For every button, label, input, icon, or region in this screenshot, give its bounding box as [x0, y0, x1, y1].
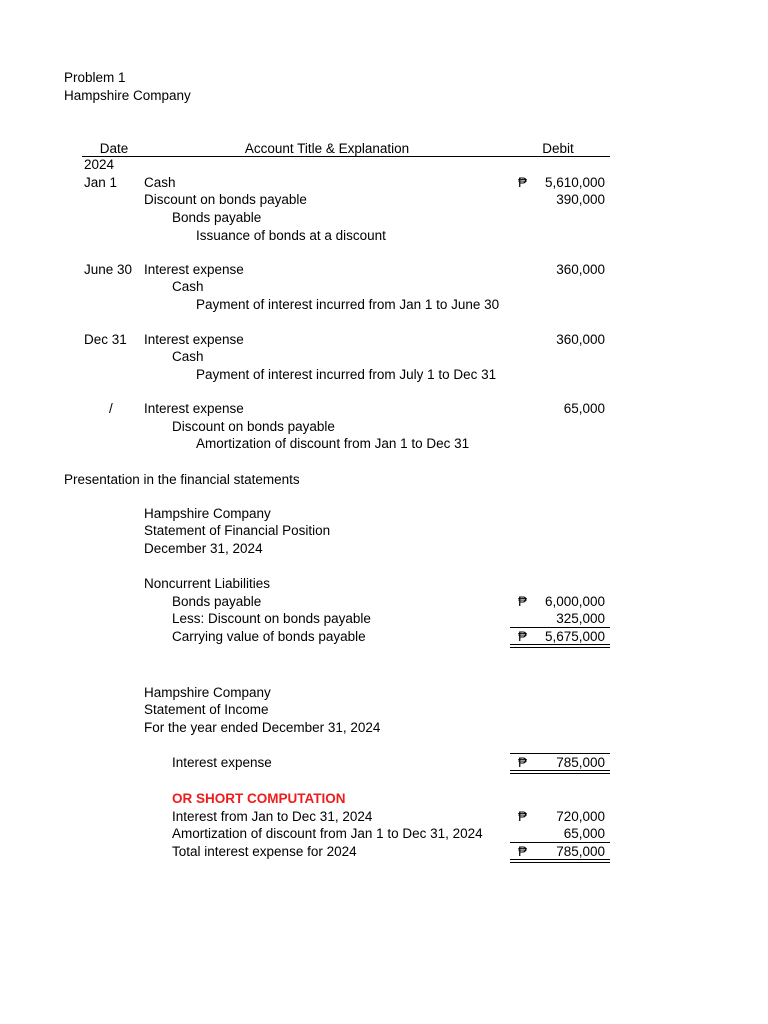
subtotal-rule	[510, 842, 610, 843]
computation-row-label: Amortization of discount from Jan 1 to Dec 31, 2024	[172, 826, 483, 841]
sfp-row-value: 325,000	[556, 611, 605, 626]
debit-amount: 390,000	[556, 192, 605, 207]
peso-sign: ₱	[518, 844, 528, 859]
computation-row-label: Interest from Jan to Dec 31, 2024	[172, 809, 373, 824]
peso-sign: ₱	[518, 594, 528, 609]
debit-amount: 5,610,000	[544, 175, 605, 190]
sfp-row-value: 6,000,000	[544, 594, 605, 609]
income-company: Hampshire Company	[144, 685, 271, 700]
explanation-line: Issuance of bonds at a discount	[196, 228, 386, 243]
total-double-rule	[510, 770, 610, 774]
account-line: Bonds payable	[172, 210, 262, 225]
entry-date: Jan 1	[84, 175, 118, 190]
sfp-section-label: Noncurrent Liabilities	[144, 576, 271, 591]
total-double-rule	[510, 644, 610, 648]
account-column-header: Account Title & Explanation	[244, 141, 410, 156]
sfp-statement-title: Statement of Financial Position	[144, 523, 331, 538]
explanation-line: Payment of interest incurred from July 1 to Dec 31	[196, 367, 497, 382]
interest-expense-value: 785,000	[556, 755, 605, 770]
account-line: Cash	[172, 349, 204, 364]
account-line: Interest expense	[144, 401, 244, 416]
computation-row-value: 720,000	[556, 809, 605, 824]
debit-amount: 360,000	[556, 262, 605, 277]
interest-expense-label: Interest expense	[172, 755, 272, 770]
account-line: Discount on bonds payable	[172, 419, 335, 434]
peso-sign: ₱	[518, 755, 528, 770]
explanation-line: Payment of interest incurred from Jan 1 to June 30	[196, 297, 500, 312]
subtotal-rule	[510, 627, 610, 628]
problem-label: Problem 1	[64, 70, 126, 85]
account-line: Cash	[172, 279, 204, 294]
short-computation-title: OR SHORT COMPUTATION	[172, 791, 346, 806]
total-top-rule	[510, 753, 610, 754]
sfp-date: December 31, 2024	[144, 541, 263, 556]
peso-sign: ₱	[518, 809, 528, 824]
header-rule	[82, 156, 610, 157]
entry-date: Dec 31	[84, 332, 127, 347]
total-double-rule	[510, 859, 610, 863]
presentation-title: Presentation in the financial statements	[64, 472, 300, 487]
entry-date: June 30	[84, 262, 133, 277]
sfp-row-value: 5,675,000	[544, 629, 605, 644]
debit-column-header: Debit	[542, 141, 574, 156]
income-statement-title: Statement of Income	[144, 702, 269, 717]
explanation-line: Amortization of discount from Jan 1 to Dec 31	[196, 436, 470, 451]
date-column-header: Date	[99, 141, 129, 156]
computation-row-value: 785,000	[556, 844, 605, 859]
peso-sign: ₱	[518, 175, 528, 190]
account-line: Interest expense	[144, 262, 244, 277]
journal-year: 2024	[84, 157, 115, 172]
account-line: Cash	[144, 175, 176, 190]
computation-row-value: 65,000	[563, 826, 605, 841]
debit-amount: 65,000	[563, 401, 605, 416]
computation-row-label: Total interest expense for 2024	[172, 844, 357, 859]
peso-sign: ₱	[518, 629, 528, 644]
account-line: Discount on bonds payable	[144, 192, 307, 207]
company-title: Hampshire Company	[64, 88, 191, 103]
account-line: Interest expense	[144, 332, 244, 347]
sfp-row-label: Bonds payable	[172, 594, 262, 609]
income-period: For the year ended December 31, 2024	[144, 720, 381, 735]
sfp-row-label: Carrying value of bonds payable	[172, 629, 366, 644]
entry-date: /	[109, 401, 113, 416]
sfp-row-label: Less: Discount on bonds payable	[172, 611, 371, 626]
debit-amount: 360,000	[556, 332, 605, 347]
sfp-company: Hampshire Company	[144, 506, 271, 521]
